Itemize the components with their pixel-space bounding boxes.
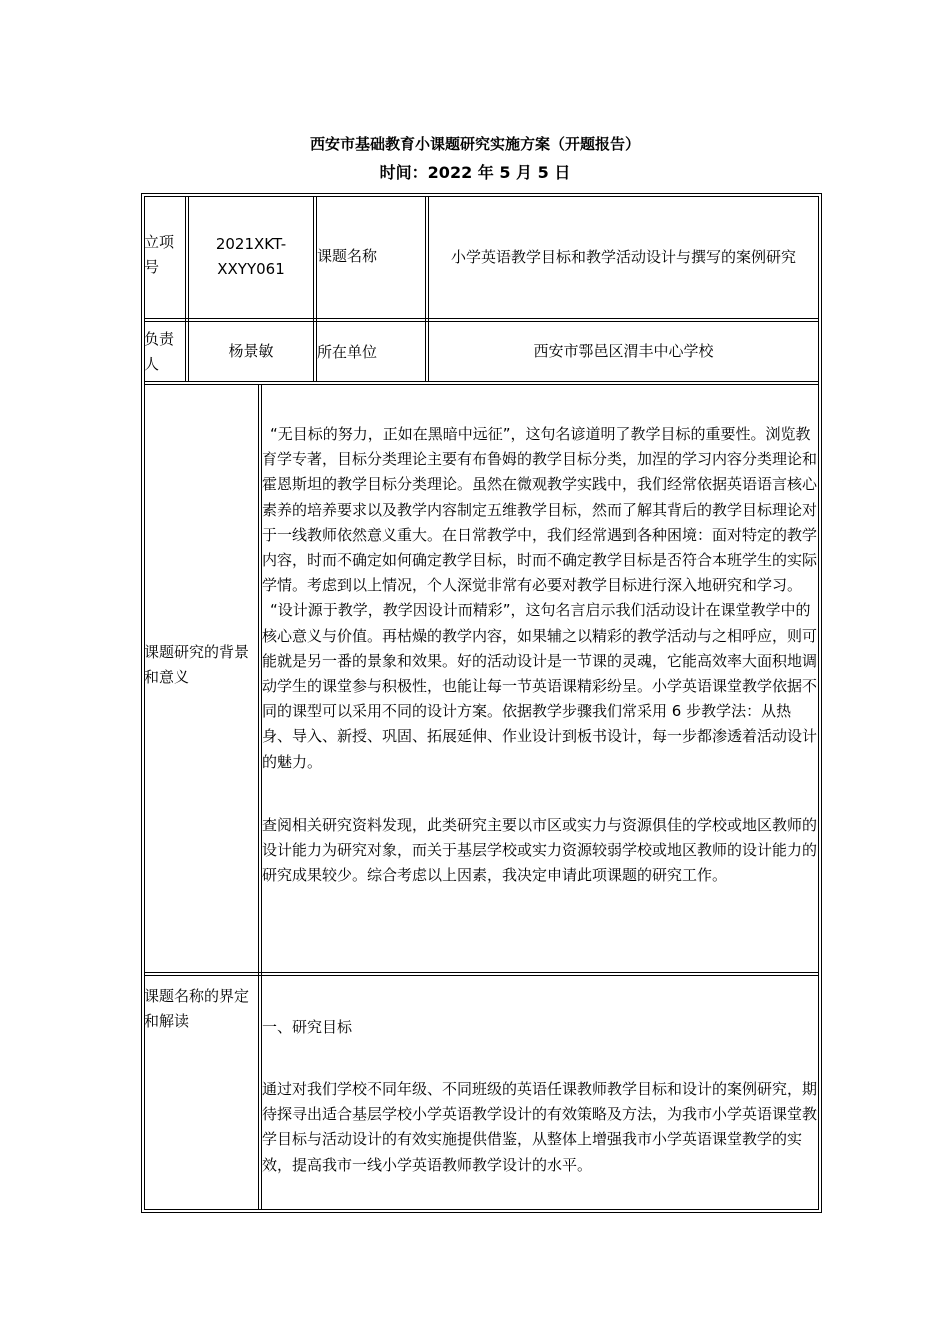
col-divider-d <box>258 384 259 1210</box>
background-paragraph-3: 查阅相关研究资料发现，此类研究主要以市区或实力与资源俱佳的学校或地区教师的设计能力为研究对象，而关于基层学校或实力资源较弱学校或地区教师的设计能力的研究成果较少。综合考虑以上因素，我决定申请此项课题的研究工作。 <box>262 815 818 885</box>
table-border-right-inner <box>818 196 819 1210</box>
leader-value: 杨景敏 <box>228 342 274 360</box>
definition-content <box>262 1077 818 1178</box>
background-paragraph-1: “无目标的努力，正如在黑暗中远征”，这句名谚道明了教学目标的重要性。浏览教育学专著，目标分类理论主要有布鲁姆的教学目标分类，加涅的学习内容分类理论和霍恩斯坦的教学目标分类理论。虽然在微观教学实践中，我们经常依据英语语言核心素养的培养要求以及教学内容制定五维教学目标，然而了解其背后的教学目标理论对于一线教师依然意义重大。在日常教学中，我们经常遇到各种困境：面对特定的教学内容，时而不确定如何确定教学目标，时而不确定教学目标是否符合本班学生的实际学情。考虑到以上情况，个人深觉非常有必要对教学目标进行深入地研究和学习。 <box>262 425 818 595</box>
definition-paragraph: 通过对我们学校不同年级、不同班级的英语任课教师教学目标和设计的案例研究，期待探寻出适合基层学校小学英语教学设计的有效策略及方法，为我市小学英语课堂教学目标与活动设计的有效实施提供借鉴，从整体上增强我市小学英语课堂教学的实效，提高我市一线小学英语教师教学设计的水平。 <box>262 1080 818 1174</box>
leader-label: 负责人 <box>144 330 175 373</box>
col-divider-a <box>185 196 186 382</box>
document-date: 时间：2022 年 5 月 5 日 <box>379 163 571 182</box>
definition-label: 课题名称的界定和解读 <box>144 987 250 1030</box>
project-number-label: 立项号 <box>144 233 175 276</box>
background-paragraph-2: “设计源于教学，教学因设计而精彩”，这句名言启示我们活动设计在课堂教学中的核心意义与价值。再枯燥的教学内容，如果辅之以精彩的教学活动与之相呼应，则可能就是另一番的景象和效果。好的活动设计是一节课的灵魂，它能高效率大面积地调动学生的课堂参与积极性，也能让每一节英语课精彩纷呈。小学英语课堂教学依据不同的课型可以采用不同的设计方案。依据教学步骤我们常采用 6 步教学法：从热身、导入、新授、巩固、拓展延伸、作业设计到板书设计，每一步都渗透着活动设计的魅力。 <box>262 601 818 771</box>
definition-heading: 一、研究目标 <box>262 1018 353 1036</box>
row-divider-3 <box>144 972 819 973</box>
table-border-top <box>141 193 822 194</box>
row-divider-2b <box>144 384 819 385</box>
col-divider-c <box>425 196 426 382</box>
project-number-value: 2021XKT-XXYY061 <box>215 235 287 278</box>
document-title: 西安市基础教育小课题研究实施方案（开题报告） <box>309 135 640 153</box>
row-divider-3b <box>144 975 819 976</box>
unit-label: 所在单位 <box>317 343 378 361</box>
table-border-right <box>821 193 822 1213</box>
background-content <box>262 422 818 888</box>
row-divider-1 <box>144 318 819 319</box>
table-border-bottom-inner <box>144 1209 819 1210</box>
topic-label: 课题名称 <box>317 247 378 265</box>
topic-value: 小学英语教学目标和教学活动设计与撰写的案例研究 <box>450 247 796 266</box>
background-label: 课题研究的背景和意义 <box>144 643 250 686</box>
col-divider-b <box>313 196 314 382</box>
table-border-bottom <box>141 1212 822 1213</box>
row-divider-2 <box>144 381 819 382</box>
unit-value: 西安市鄠邑区渭丰中心学校 <box>533 342 714 360</box>
table-border-left <box>141 193 142 1213</box>
